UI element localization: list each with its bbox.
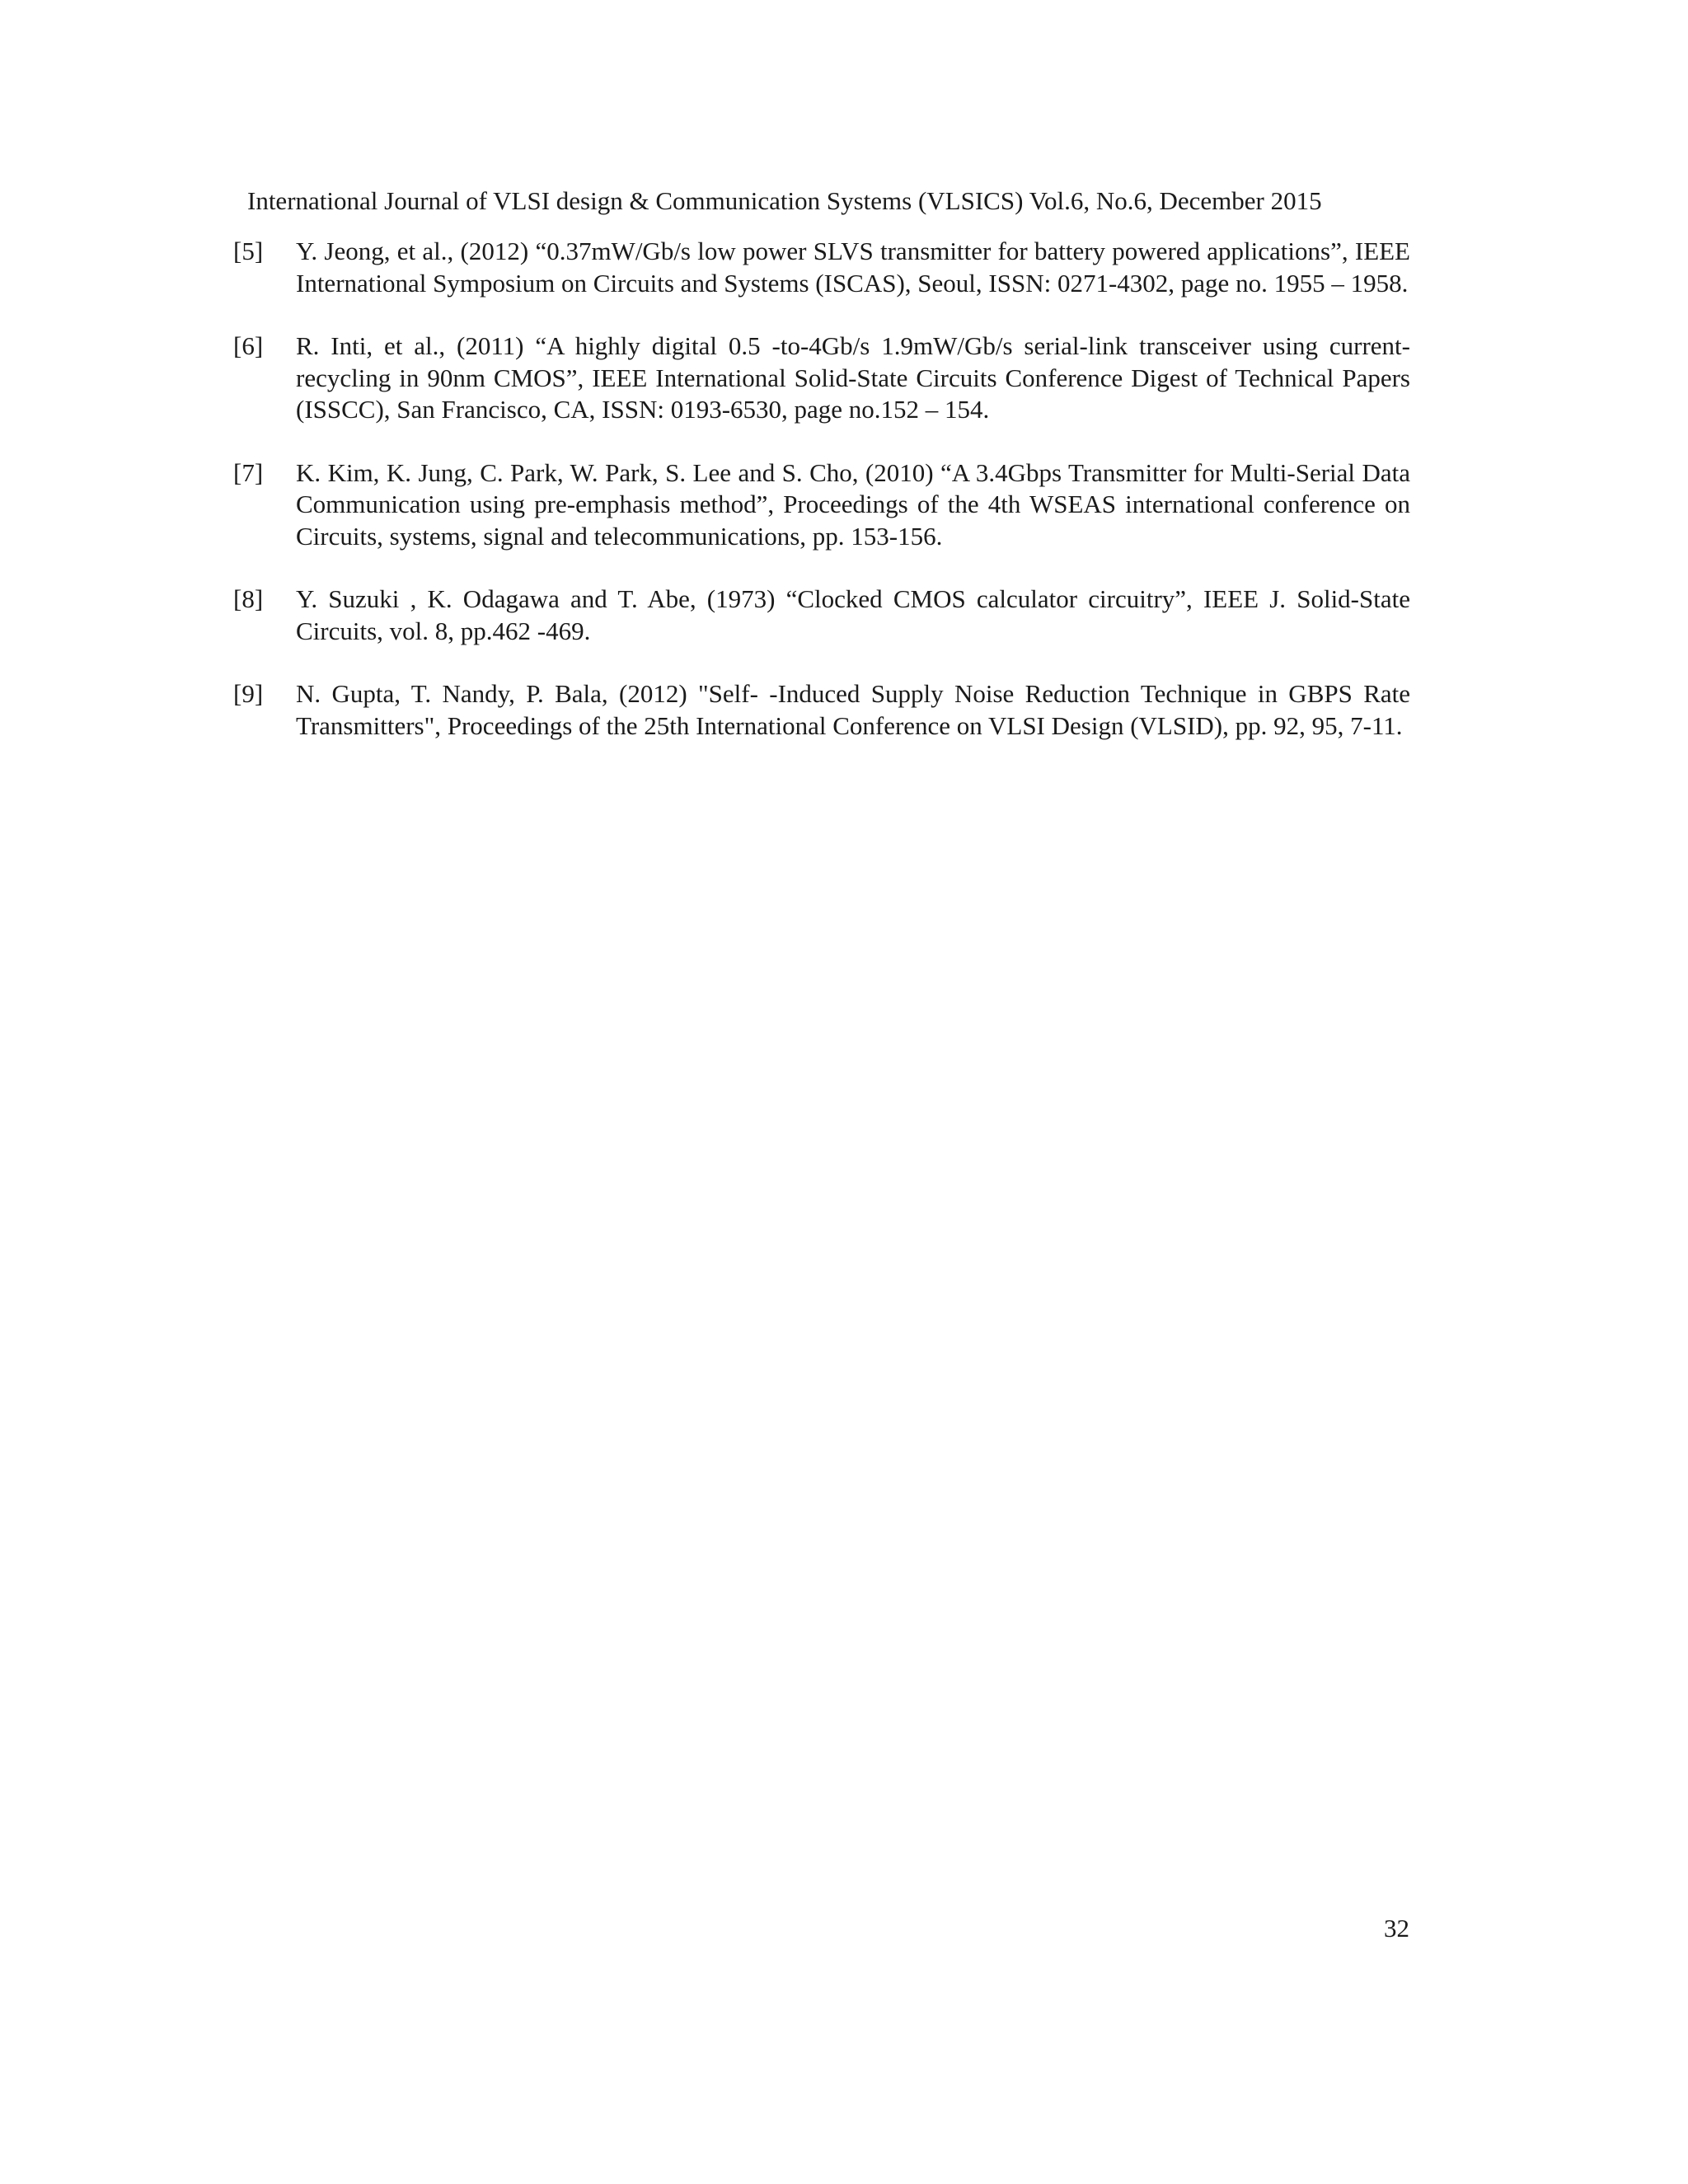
reference-item [233, 583, 1410, 647]
reference-item [233, 330, 1410, 426]
reference-number: [7] [233, 457, 264, 487]
running-header: International Journal of VLSI design & Communication Systems (VLSICS) Vol.6, No.6, December 2015 [247, 186, 1322, 215]
reference-text: R. Inti, et al., (2011) “A highly digital 0.5 -to-4Gb/s 1.9mW/Gb/s serial-link transceiver using current-recycling in 90nm CMOS”, IEEE International Solid-State Circuits Conference Digest of Technical Papers (ISSCC), San Francisco, CA, ISSN: 0193-6530, page no.152 – 154. [296, 331, 1410, 424]
reference-item [233, 678, 1410, 742]
reference-number: [5] [233, 237, 264, 265]
reference-number: [6] [233, 331, 264, 360]
reference-text: K. Kim, K. Jung, C. Park, W. Park, S. Lee and S. Cho, (2010) “A 3.4Gbps Transmitter for Multi-Serial Data Communication using pre-emphasis method”, Proceedings of the 4th WSEAS international conference on Circuits, systems, signal and telecommunications, pp. 153-156. [296, 457, 1410, 551]
reference-text: Y. Jeong, et al., (2012) “0.37mW/Gb/s low power SLVS transmitter for battery powered applications”, IEEE International Symposium on Circuits and Systems (ISCAS), Seoul, ISSN: 0271-4302, page no. 1955 – 1958. [296, 237, 1410, 298]
page-number: 32 [1384, 1914, 1409, 1943]
reference-list [233, 236, 1410, 773]
reference-item [233, 236, 1410, 299]
reference-number: [9] [233, 679, 264, 708]
reference-number: [8] [233, 584, 264, 613]
reference-text: N. Gupta, T. Nandy, P. Bala, (2012) "Self- -Induced Supply Noise Reduction Technique in GBPS Rate Transmitters", Proceedings of the 25th International Conference on VLSI Design (VLSID), pp. 92, 95, 7-11. [296, 679, 1410, 740]
reference-text: Y. Suzuki , K. Odagawa and T. Abe, (1973) “Clocked CMOS calculator circuitry”, IEEE J. Solid-State Circuits, vol. 8, pp.462 -469. [296, 584, 1410, 645]
reference-item [233, 457, 1410, 553]
